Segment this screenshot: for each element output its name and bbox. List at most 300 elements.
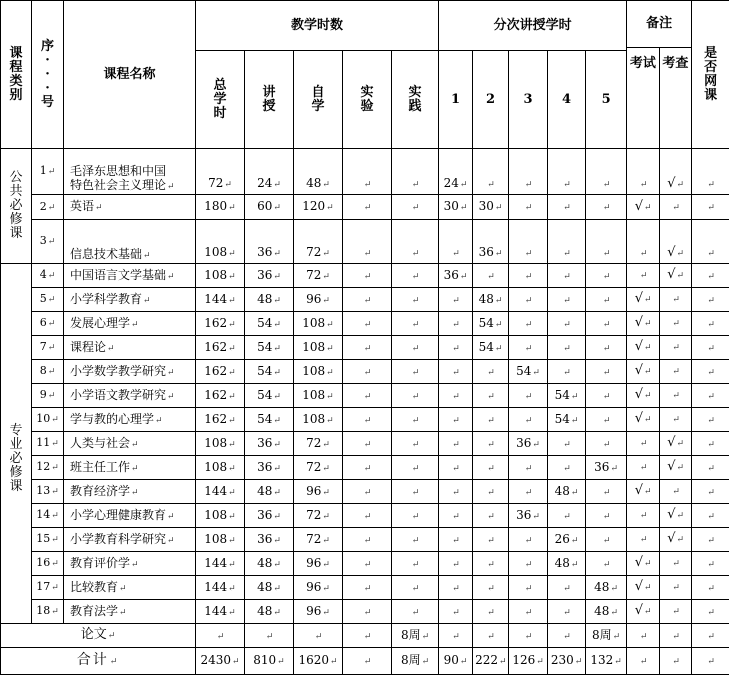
paragraph-mark-icon: ↵ [273, 271, 281, 282]
category-char: 课 [9, 478, 23, 494]
paragraph-mark-icon: ↵ [524, 559, 533, 570]
header-seq-char: 号 [40, 94, 54, 110]
seq-cell [32, 336, 64, 360]
practice-cell [392, 195, 439, 220]
experiment-cell [343, 432, 392, 456]
lecture-hours-cell-text: 54 [257, 315, 273, 330]
paragraph-mark-icon: ↵ [602, 319, 611, 330]
paragraph-mark-icon: ↵ [411, 439, 420, 450]
experiment-cell [343, 220, 392, 264]
header-category-char: 程 [9, 59, 23, 75]
lecture-hours-cell-text: 48 [257, 483, 273, 498]
semester-2-cell [473, 195, 509, 220]
lecture-hours-cell-text: 36 [257, 507, 273, 522]
total-hours-cell [196, 288, 245, 312]
check-cell-text: √ [667, 507, 676, 522]
seq-cell-text: 12 [36, 460, 51, 473]
check-cell [660, 432, 692, 456]
header-self-study [294, 51, 343, 149]
paragraph-mark-icon: ↵ [614, 657, 622, 667]
self-study-hours-cell [294, 264, 343, 288]
paragraph-mark-icon: ↵ [228, 583, 236, 594]
paragraph-mark-icon: ↵ [411, 249, 420, 259]
online-course-cell [692, 149, 729, 195]
paragraph-mark-icon: ↵ [487, 391, 495, 402]
paragraph-mark-icon: ↵ [494, 343, 503, 354]
self-study-hours-cell-text: 72 [306, 267, 322, 282]
lecture-hours-cell [245, 528, 294, 552]
semester-1-cell-text: 30 [443, 199, 459, 213]
seq-cell [32, 360, 64, 384]
course-name: 学与教的心理学↵ [70, 411, 163, 426]
self-study-hours-cell-text: 96 [306, 579, 322, 594]
paragraph-mark-icon: ↵ [707, 415, 715, 426]
practice-cell [392, 600, 439, 624]
online-course-cell [692, 264, 729, 288]
paragraph-mark-icon: ↵ [524, 343, 533, 354]
seq-cell [32, 195, 64, 220]
course-name-cell [64, 195, 196, 220]
course-name: 教育评价学↵ [70, 555, 139, 570]
paragraph-mark-icon: ↵ [143, 295, 151, 306]
paragraph-mark-icon: ↵ [563, 367, 571, 378]
paragraph-mark-icon: ↵ [524, 535, 533, 546]
semester-3-cell-text: 36 [516, 507, 532, 522]
self-study-hours-cell-text: 72 [306, 435, 322, 450]
exam-cell-text: √ [634, 363, 643, 378]
self-study-hours-cell [294, 480, 343, 504]
course-name-cell [64, 264, 196, 288]
exam-cell [627, 456, 660, 480]
self-study-hours-cell [294, 288, 343, 312]
lecture-hours-cell [245, 264, 294, 288]
header-experiment-char: 实 [360, 84, 374, 100]
semester-4-cell [548, 456, 586, 480]
check-cell [660, 456, 692, 480]
self-study-hours-cell [294, 504, 343, 528]
course-name-cell [64, 528, 196, 552]
semester-2-cell [473, 456, 509, 480]
paragraph-mark-icon: ↵ [643, 415, 652, 425]
paragraph-mark-icon: ↵ [273, 487, 281, 498]
paragraph-mark-icon: ↵ [452, 511, 460, 522]
experiment-cell [343, 408, 392, 432]
header-self-char: 自 [311, 84, 325, 100]
header-total-char: 总 [213, 77, 227, 93]
semester-4-cell-text: 54 [554, 387, 570, 402]
course-name: 人类与社会↵ [70, 435, 139, 450]
paragraph-mark-icon: ↵ [411, 271, 420, 282]
semester-4-cell-text: 48 [554, 555, 570, 570]
paragraph-mark-icon: ↵ [707, 535, 715, 546]
paragraph-mark-icon: ↵ [643, 367, 652, 377]
paragraph-mark-icon: ↵ [707, 439, 715, 450]
paragraph-mark-icon: ↵ [524, 203, 533, 213]
header-seq-char: 序 [40, 38, 54, 54]
paragraph-mark-icon: ↵ [363, 535, 372, 546]
total-hours-cell [196, 600, 245, 624]
paragraph-mark-icon: ↵ [524, 391, 533, 402]
semester-5-cell [586, 220, 627, 264]
semester-2-cell-text: 48 [478, 291, 494, 306]
header-seq [32, 1, 64, 149]
paragraph-mark-icon: ↵ [563, 271, 571, 282]
header-online-char: 否 [704, 59, 718, 75]
paragraph-mark-icon: ↵ [672, 343, 680, 353]
paragraph-mark-icon: ↵ [322, 511, 330, 522]
practice-cell [392, 220, 439, 264]
paragraph-mark-icon: ↵ [570, 559, 579, 570]
seq-cell-text: 18 [36, 604, 51, 617]
seq-cell [32, 149, 64, 195]
semester-1-cell [439, 480, 473, 504]
lecture-hours-cell-text: 48 [257, 603, 273, 618]
paragraph-mark-icon: ↵ [167, 182, 175, 192]
paragraph-mark-icon: ↵ [672, 319, 680, 329]
total-hours-cell [196, 432, 245, 456]
total-hours-cell-text: 162 [204, 339, 228, 354]
semester-1-cell [439, 384, 473, 408]
paragraph-mark-icon: ↵ [411, 295, 420, 306]
seq-cell [32, 504, 64, 528]
paragraph-mark-icon: ↵ [459, 271, 468, 282]
practice-cell [392, 384, 439, 408]
paragraph-mark-icon: ↵ [563, 511, 571, 522]
experiment-cell [343, 576, 392, 600]
semester-5-cell-text: 48 [594, 579, 610, 594]
table-row [1, 600, 729, 624]
paragraph-mark-icon: ↵ [51, 583, 59, 593]
semester-1-cell [439, 504, 473, 528]
self-study-hours-cell-text: 108 [302, 387, 326, 402]
seq-cell-text: 10 [36, 412, 51, 425]
semester-5-cell-text: 132 [590, 653, 614, 667]
seq-cell [32, 528, 64, 552]
paragraph-mark-icon: ↵ [524, 319, 533, 330]
paragraph-mark-icon: ↵ [643, 391, 652, 401]
self-study-hours-cell-text: 72 [306, 459, 322, 474]
exam-cell [627, 220, 660, 264]
course-name-cell [64, 552, 196, 576]
paragraph-mark-icon: ↵ [107, 343, 115, 354]
paragraph-mark-icon: ↵ [563, 343, 571, 354]
paragraph-mark-icon: ↵ [51, 487, 59, 497]
category-major [1, 264, 32, 624]
header-experiment-char: 验 [360, 98, 374, 114]
paragraph-mark-icon: ↵ [602, 343, 611, 354]
course-name-cell [64, 360, 196, 384]
paragraph-mark-icon: ↵ [487, 180, 495, 190]
semester-4-cell [548, 195, 586, 220]
total-hours-cell [196, 336, 245, 360]
semester-3-cell [509, 576, 548, 600]
paragraph-mark-icon: ↵ [411, 367, 420, 378]
check-cell [660, 648, 692, 675]
experiment-cell [343, 288, 392, 312]
header-lecture-char: 授 [262, 98, 276, 114]
exam-cell-text: √ [634, 315, 643, 330]
practice-cell [392, 360, 439, 384]
paragraph-mark-icon: ↵ [602, 249, 611, 259]
semester-4-cell [548, 336, 586, 360]
semester-4-cell [548, 288, 586, 312]
total-hours-cell [196, 408, 245, 432]
check-cell-text: √ [667, 435, 676, 450]
seq-cell-text: 2 [39, 199, 47, 213]
paragraph-mark-icon: ↵ [322, 583, 330, 594]
paragraph-mark-icon: ↵ [228, 343, 236, 354]
paragraph-mark-icon: ↵ [672, 631, 680, 642]
semester-3-cell [509, 288, 548, 312]
semester-5-cell [586, 360, 627, 384]
paragraph-mark-icon: ↵ [273, 559, 281, 570]
course-name: 小学数学教学研究↵ [70, 363, 175, 378]
paragraph-mark-icon: ↵ [363, 391, 372, 402]
paragraph-mark-icon: ↵ [167, 391, 175, 402]
paragraph-mark-icon: ↵ [47, 237, 56, 247]
online-course-cell [692, 648, 729, 675]
semester-2-cell-text: 222 [475, 653, 498, 667]
paragraph-mark-icon: ↵ [452, 463, 460, 474]
total-hours-cell-text: 162 [204, 387, 228, 402]
paragraph-mark-icon: ↵ [47, 343, 56, 353]
online-course-cell [692, 624, 729, 648]
paragraph-mark-icon: ↵ [47, 391, 56, 401]
paragraph-mark-icon: ↵ [326, 391, 334, 402]
paragraph-mark-icon: ↵ [228, 319, 236, 330]
total-hours-cell-text: 108 [204, 531, 228, 546]
paragraph-mark-icon: ↵ [421, 657, 430, 667]
lecture-hours-cell [245, 624, 294, 648]
semester-5-cell [586, 408, 627, 432]
paragraph-mark-icon: ↵ [602, 415, 611, 426]
paragraph-mark-icon: ↵ [452, 559, 460, 570]
course-name-cell [64, 336, 196, 360]
course-name: 英语↵ [70, 199, 103, 213]
paragraph-mark-icon: ↵ [602, 391, 611, 402]
paragraph-mark-icon: ↵ [610, 607, 618, 618]
self-study-hours-cell [294, 408, 343, 432]
paragraph-mark-icon: ↵ [707, 559, 715, 570]
paragraph-mark-icon: ↵ [411, 180, 420, 190]
total-hours-cell [196, 504, 245, 528]
seq-cell [32, 384, 64, 408]
online-course-cell [692, 432, 729, 456]
lecture-hours-cell-text: 54 [257, 411, 273, 426]
header-seq-char: · [45, 80, 50, 96]
semester-3-cell [509, 504, 548, 528]
semester-4-cell [548, 576, 586, 600]
paragraph-mark-icon: ↵ [232, 657, 240, 667]
paragraph-mark-icon: ↵ [707, 367, 715, 378]
paragraph-mark-icon: ↵ [411, 203, 420, 213]
paragraph-mark-icon: ↵ [277, 657, 285, 667]
semester-3-cell-text: 54 [516, 363, 532, 378]
lecture-hours-cell-text: 48 [257, 555, 273, 570]
paragraph-mark-icon: ↵ [524, 487, 533, 498]
paragraph-mark-icon: ↵ [639, 249, 648, 259]
self-study-hours-cell [294, 220, 343, 264]
paragraph-mark-icon: ↵ [672, 367, 680, 377]
paragraph-mark-icon: ↵ [672, 202, 680, 213]
paragraph-mark-icon: ↵ [131, 319, 139, 330]
paragraph-mark-icon: ↵ [524, 249, 533, 259]
semester-4-cell [548, 312, 586, 336]
paragraph-mark-icon: ↵ [273, 391, 281, 402]
header-total-hours [196, 51, 245, 149]
semester-3-cell [509, 336, 548, 360]
semester-3-cell [509, 264, 548, 288]
check-cell [660, 408, 692, 432]
lecture-hours-cell-text: 36 [257, 435, 273, 450]
seq-cell-text: 7 [39, 340, 47, 353]
total-hours-cell-text: 162 [204, 315, 228, 330]
seq-cell-text: 5 [39, 292, 47, 305]
practice-cell [392, 552, 439, 576]
semester-4-cell [548, 624, 586, 648]
paragraph-mark-icon: ↵ [487, 559, 495, 570]
paragraph-mark-icon: ↵ [273, 439, 281, 450]
semester-4-cell [548, 408, 586, 432]
self-study-hours-cell [294, 648, 343, 675]
seq-cell-text: 11 [36, 436, 51, 449]
category-char: 公 [9, 170, 23, 185]
paragraph-mark-icon: ↵ [155, 415, 163, 426]
paragraph-mark-icon: ↵ [524, 607, 533, 618]
table-row [1, 528, 729, 552]
paragraph-mark-icon: ↵ [314, 631, 323, 642]
paragraph-mark-icon: ↵ [47, 295, 56, 305]
check-cell [660, 624, 692, 648]
course-name-cell [64, 408, 196, 432]
semester-1-cell [439, 456, 473, 480]
semester-4-cell [548, 220, 586, 264]
paragraph-mark-icon: ↵ [602, 367, 611, 378]
paragraph-mark-icon: ↵ [228, 367, 236, 378]
semester-2-cell-text: 54 [478, 315, 494, 330]
total-hours-cell [196, 552, 245, 576]
paragraph-mark-icon: ↵ [411, 391, 420, 402]
paragraph-mark-icon: ↵ [707, 583, 715, 594]
semester-2-cell [473, 480, 509, 504]
self-study-hours-cell-text: 108 [302, 363, 326, 378]
paragraph-mark-icon: ↵ [411, 487, 420, 498]
check-cell [660, 220, 692, 264]
paragraph-mark-icon: ↵ [452, 439, 460, 450]
semester-4-cell [548, 432, 586, 456]
table-row [1, 195, 729, 220]
lecture-hours-cell [245, 360, 294, 384]
exam-cell-text: √ [634, 291, 643, 306]
exam-cell [627, 149, 660, 195]
paragraph-mark-icon: ↵ [363, 319, 372, 330]
category-char: 共 [9, 184, 23, 199]
paragraph-mark-icon: ↵ [602, 271, 611, 282]
paragraph-mark-icon: ↵ [643, 487, 652, 497]
paragraph-mark-icon: ↵ [570, 535, 579, 546]
check-cell [660, 600, 692, 624]
lecture-hours-cell [245, 149, 294, 195]
paragraph-mark-icon: ↵ [570, 391, 579, 402]
lecture-hours-cell-text: 36 [257, 267, 273, 282]
paragraph-mark-icon: ↵ [51, 535, 59, 545]
total-hours-cell [196, 648, 245, 675]
semester-1-cell [439, 648, 473, 675]
paragraph-mark-icon: ↵ [532, 367, 540, 378]
total-hours-cell [196, 576, 245, 600]
lecture-hours-cell [245, 480, 294, 504]
lecture-hours-cell [245, 552, 294, 576]
check-cell [660, 504, 692, 528]
paragraph-mark-icon: ↵ [273, 249, 281, 259]
paragraph-mark-icon: ↵ [47, 167, 56, 177]
total-hours-cell-text: 180 [204, 199, 228, 213]
self-study-hours-cell [294, 195, 343, 220]
lecture-hours-cell-text: 48 [257, 291, 273, 306]
paragraph-mark-icon: ↵ [494, 319, 503, 330]
exam-cell-text: √ [634, 603, 643, 618]
exam-cell-text: √ [634, 555, 643, 570]
semester-5-cell [586, 195, 627, 220]
paragraph-mark-icon: ↵ [228, 415, 236, 426]
header-online-char: 是 [704, 45, 718, 61]
header-category-char: 类 [9, 73, 23, 89]
lecture-hours-cell [245, 504, 294, 528]
paragraph-mark-icon: ↵ [228, 607, 236, 618]
paragraph-mark-icon: ↵ [322, 535, 330, 546]
seq-cell [32, 456, 64, 480]
totals-row [1, 648, 729, 675]
header-row-1 [1, 1, 729, 51]
online-course-cell [692, 576, 729, 600]
course-name: 教育经济学↵ [70, 483, 139, 498]
lecture-hours-cell [245, 408, 294, 432]
exam-cell [627, 336, 660, 360]
semester-2-cell [473, 264, 509, 288]
header-category-char: 别 [9, 87, 23, 103]
paragraph-mark-icon: ↵ [487, 487, 495, 498]
lecture-hours-cell [245, 336, 294, 360]
online-course-cell [692, 504, 729, 528]
exam-cell [627, 600, 660, 624]
paragraph-mark-icon: ↵ [95, 203, 103, 213]
total-hours-cell [196, 220, 245, 264]
semester-1-cell [439, 408, 473, 432]
practice-cell-text: 8周 [400, 653, 421, 667]
semester-4-cell [548, 552, 586, 576]
exam-cell-text: √ [634, 483, 643, 498]
semester-2-cell [473, 624, 509, 648]
paragraph-mark-icon: ↵ [411, 559, 420, 570]
course-name: 小学科学教育↵ [70, 291, 151, 306]
paragraph-mark-icon: ↵ [487, 463, 495, 474]
paragraph-mark-icon: ↵ [452, 249, 460, 259]
check-cell [660, 288, 692, 312]
paragraph-mark-icon: ↵ [273, 295, 281, 306]
check-cell-text: √ [667, 531, 676, 546]
semester-2-cell [473, 312, 509, 336]
paragraph-mark-icon: ↵ [494, 295, 503, 306]
paragraph-mark-icon: ↵ [216, 631, 225, 642]
category-char: 业 [9, 436, 23, 452]
paragraph-mark-icon: ↵ [602, 439, 611, 450]
paragraph-mark-icon: ↵ [363, 583, 372, 594]
paragraph-mark-icon: ↵ [273, 463, 281, 474]
semester-3-cell [509, 552, 548, 576]
semester-2-cell [473, 648, 509, 675]
header-online-char: 课 [704, 87, 718, 103]
paragraph-mark-icon: ↵ [131, 559, 139, 570]
